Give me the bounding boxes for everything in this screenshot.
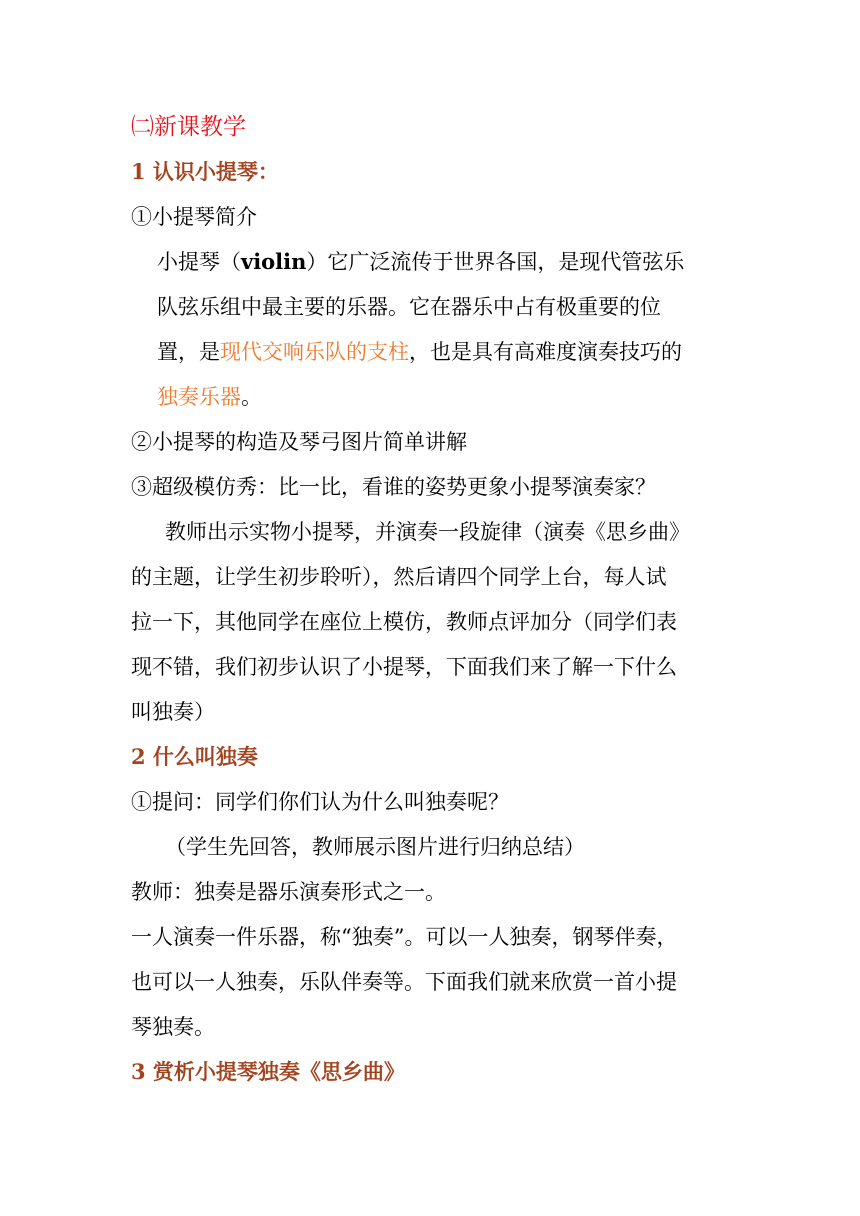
solo-paragraph-line2: 也可以一人独奏，乐队伴奏等。下面我们就来欣赏一首小提 <box>131 970 677 994</box>
violin-term: violin <box>241 249 307 274</box>
section1-item3: ③超级模仿秀：比一比，看谁的姿势更象小提琴演奏家？ <box>131 475 656 499</box>
intro-paragraph-line4 <box>157 382 262 412</box>
intro-text: ，也是具有高难度演奏技巧的 <box>409 340 682 364</box>
activity-paragraph-line1: 教师出示实物小提琴，并演奏一段旋律（演奏《思乡曲》 <box>165 520 690 544</box>
solo-paragraph-line1: 一人演奏一件乐器，称“独奏”。可以一人独奏，钢琴伴奏， <box>131 925 678 949</box>
solo-paragraph-line3: 琴独奏。 <box>131 1015 215 1039</box>
section2-title: 2 什么叫独奏 <box>131 744 258 769</box>
section1-item1: ①小提琴简介 <box>131 205 257 229</box>
intro-paragraph-line3 <box>157 337 682 367</box>
section3-title: 3 赏析小提琴独奏《思乡曲》 <box>131 1059 405 1084</box>
intro-text: 置，是 <box>157 340 220 364</box>
intro-text: 小提琴（ <box>157 250 241 274</box>
highlight-text: 独奏乐器 <box>157 385 241 409</box>
highlight-text: 现代交响乐队的支柱 <box>220 340 409 364</box>
activity-paragraph-line2: 的主题，让学生初步聆听），然后请四个同学上台，每人试 <box>131 565 667 589</box>
activity-paragraph-line4: 现不错，我们初步认识了小提琴，下面我们来了解一下什么 <box>131 655 677 679</box>
intro-paragraph-line2: 队弦乐组中最主要的乐器。它在器乐中占有极重要的位 <box>157 295 661 319</box>
section-heading-new-lesson: ㈡新课教学 <box>131 114 246 140</box>
activity-paragraph-line5: 叫独奏） <box>131 700 215 724</box>
teacher-statement: 教师：独奏是器乐演奏形式之一。 <box>131 880 446 904</box>
section2-note: （学生先回答，教师展示图片进行归纳总结） <box>165 835 585 859</box>
section2-item1: ①提问：同学们你们认为什么叫独奏呢？ <box>131 790 509 814</box>
intro-paragraph-line1 <box>157 247 684 277</box>
section1-item2: ②小提琴的构造及琴弓图片简单讲解 <box>131 430 467 454</box>
section1-title: 1 认识小提琴： <box>131 159 279 184</box>
intro-text: ）它广泛流传于世界各国，是现代管弦乐 <box>306 250 685 274</box>
activity-paragraph-line3: 拉一下，其他同学在座位上模仿，教师点评加分（同学们表 <box>131 610 677 634</box>
intro-text: 。 <box>241 385 262 409</box>
